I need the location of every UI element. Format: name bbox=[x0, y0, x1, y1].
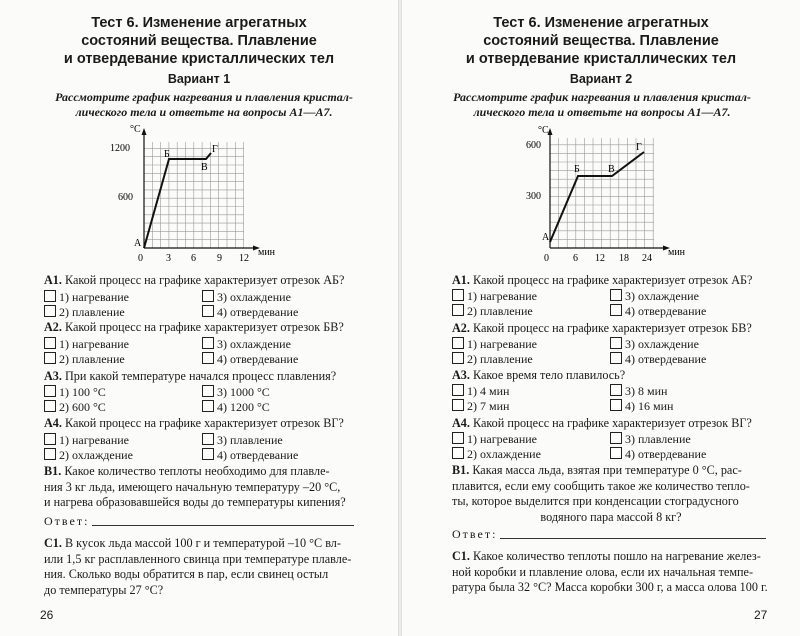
heating-graph bbox=[520, 124, 720, 264]
option[interactable]: 4) отвердевание bbox=[610, 304, 706, 318]
point-label: Г bbox=[636, 142, 642, 153]
x-tick: 3 bbox=[166, 253, 171, 264]
answer-label: Ответ: bbox=[44, 514, 90, 528]
point-label: Б bbox=[574, 164, 580, 175]
option[interactable]: 1) нагревание bbox=[452, 337, 537, 351]
checkbox[interactable] bbox=[44, 290, 56, 302]
question-a4: А4. Какой процесс на графике характеризует отрезок ВГ? bbox=[44, 416, 344, 430]
checkbox[interactable] bbox=[202, 385, 214, 397]
option[interactable]: 2) плавление bbox=[44, 305, 125, 319]
checkbox[interactable] bbox=[202, 305, 214, 317]
option[interactable]: 1) нагревание bbox=[452, 289, 537, 303]
question-a1: А1. Какой процесс на графике характеризует отрезок АБ? bbox=[452, 273, 753, 287]
checkbox[interactable] bbox=[610, 289, 622, 301]
heating-graph bbox=[110, 124, 310, 264]
y-unit: °C bbox=[130, 124, 141, 135]
checkbox[interactable] bbox=[610, 304, 622, 316]
checkbox[interactable] bbox=[610, 399, 622, 411]
option[interactable]: 1) нагревание bbox=[452, 432, 537, 446]
checkbox[interactable] bbox=[44, 337, 56, 349]
option[interactable]: 4) 1200 °С bbox=[202, 400, 270, 414]
option[interactable]: 3) 1000 °С bbox=[202, 385, 270, 399]
intro-text: Рассмотрите график нагревания и плавления кристал- лического тела и ответьте на вопросы А1—А7. bbox=[453, 90, 751, 119]
checkbox[interactable] bbox=[44, 400, 56, 412]
option[interactable]: 2) плавление bbox=[452, 304, 533, 318]
option[interactable]: 2) 600 °С bbox=[44, 400, 106, 414]
option[interactable]: 3) плавление bbox=[202, 433, 283, 447]
checkbox[interactable] bbox=[452, 384, 464, 396]
page-title: Тест 6. Изменение агрегатных состояний вещества. Плавление и отвердевание кристаллических тел bbox=[465, 15, 737, 67]
x-unit: мин bbox=[258, 247, 276, 258]
checkbox[interactable] bbox=[452, 447, 464, 459]
checkbox[interactable] bbox=[610, 432, 622, 444]
x-tick: 9 bbox=[217, 253, 222, 264]
option[interactable]: 4) отвердевание bbox=[202, 305, 298, 319]
option[interactable]: 3) 8 мин bbox=[610, 384, 667, 398]
y-tick: 300 bbox=[526, 191, 541, 202]
question-a4: А4. Какой процесс на графике характеризует отрезок ВГ? bbox=[452, 416, 752, 430]
page-title: Тест 6. Изменение агрегатных состояний вещества. Плавление и отвердевание кристаллических тел bbox=[63, 15, 335, 67]
page-number: 26 bbox=[40, 608, 54, 622]
point-label: В bbox=[201, 162, 208, 173]
question-a1: А1. Какой процесс на графике характеризует отрезок АБ? bbox=[44, 273, 345, 287]
option[interactable]: 1) 100 °С bbox=[44, 385, 106, 399]
checkbox[interactable] bbox=[44, 385, 56, 397]
question-a2: А2. Какой процесс на графике характеризует отрезок БВ? bbox=[452, 321, 752, 335]
x-tick: 24 bbox=[642, 253, 652, 264]
x-tick: 12 bbox=[239, 253, 249, 264]
checkbox[interactable] bbox=[610, 337, 622, 349]
checkbox[interactable] bbox=[610, 384, 622, 396]
point-label: А bbox=[542, 232, 550, 243]
option[interactable]: 3) охлаждение bbox=[202, 290, 291, 304]
question-a3: А3. При какой температуре начался процесс плавления? bbox=[44, 369, 337, 383]
y-unit: °C bbox=[538, 125, 549, 136]
point-label: А bbox=[134, 238, 142, 249]
option[interactable]: 2) 7 мин bbox=[452, 399, 509, 413]
option[interactable]: 3) плавление bbox=[610, 432, 691, 446]
option[interactable]: 4) отвердевание bbox=[202, 448, 298, 462]
option[interactable]: 4) 16 мин bbox=[610, 399, 673, 413]
task-c1: С1. В кусок льда массой 100 г и температурой –10 °С вл- или 1,5 кг расплавленного свинца при температуре плавле- ния. Сколько воды обратится в пар, если свинец остыл до температуры 27 °С? bbox=[44, 536, 352, 597]
variant-label: Вариант 2 bbox=[569, 72, 633, 86]
option[interactable]: 3) охлаждение bbox=[610, 289, 699, 303]
option[interactable]: 1) нагревание bbox=[44, 290, 129, 304]
task-c1: С1. Какое количество теплоты пошло на нагревание желез- ной коробки и плавление олова, если их начальная темпе- ратура была 32 °С? Масса коробки 300 г, а масса олова 100 г. bbox=[452, 549, 768, 594]
left-page bbox=[0, 0, 398, 636]
variant-label: Вариант 1 bbox=[167, 72, 231, 86]
option[interactable]: 1) нагревание bbox=[44, 337, 129, 351]
checkbox[interactable] bbox=[610, 352, 622, 364]
answer-label: Ответ: bbox=[452, 527, 498, 541]
option[interactable]: 2) охлаждение bbox=[452, 447, 541, 461]
option[interactable]: 2) плавление bbox=[44, 352, 125, 366]
checkbox[interactable] bbox=[44, 305, 56, 317]
checkbox[interactable] bbox=[202, 290, 214, 302]
checkbox[interactable] bbox=[452, 399, 464, 411]
checkbox[interactable] bbox=[202, 433, 214, 445]
x-unit: мин bbox=[668, 247, 686, 258]
checkbox[interactable] bbox=[44, 448, 56, 460]
point-label: Б bbox=[164, 149, 170, 160]
intro-text: Рассмотрите график нагревания и плавления кристал- лического тела и ответьте на вопросы А1—А7. bbox=[55, 90, 353, 119]
x-tick: 6 bbox=[191, 253, 196, 264]
option[interactable]: 3) охлаждение bbox=[202, 337, 291, 351]
checkbox[interactable] bbox=[44, 433, 56, 445]
task-b1: В1. Какое количество теплоты необходимо для плавле- ния 3 кг льда, имеющего начальную температуру –20 °С, и нагрева образовавшейся воды до температуры кипения? bbox=[44, 464, 346, 509]
checkbox[interactable] bbox=[202, 400, 214, 412]
y-tick: 600 bbox=[526, 140, 541, 151]
answer-field[interactable] bbox=[500, 537, 766, 539]
point-label: В bbox=[608, 164, 615, 175]
checkbox[interactable] bbox=[452, 432, 464, 444]
x-tick: 6 bbox=[573, 253, 578, 264]
answer-field[interactable] bbox=[92, 524, 354, 526]
checkbox[interactable] bbox=[202, 337, 214, 349]
option[interactable]: 4) отвердевание bbox=[610, 447, 706, 461]
task-b1: В1. Какая масса льда, взятая при температуре 0 °С, рас- плавится, если ему сообщить такое же количество тепло- ты, которое выделится при конденсации стоградусного водяного пара массой 8 кг? bbox=[452, 463, 750, 524]
checkbox[interactable] bbox=[452, 289, 464, 301]
checkbox[interactable] bbox=[202, 352, 214, 364]
checkbox[interactable] bbox=[44, 352, 56, 364]
checkbox[interactable] bbox=[202, 448, 214, 460]
x-tick: 18 bbox=[619, 253, 629, 264]
option[interactable]: 3) охлаждение bbox=[610, 337, 699, 351]
checkbox[interactable] bbox=[452, 352, 464, 364]
option[interactable]: 1) нагревание bbox=[44, 433, 129, 447]
checkbox[interactable] bbox=[452, 304, 464, 316]
y-tick: 600 bbox=[118, 192, 133, 203]
right-page bbox=[402, 0, 800, 636]
x-tick: 0 bbox=[138, 253, 143, 264]
option[interactable]: 2) плавление bbox=[452, 352, 533, 366]
option[interactable]: 1) 4 мин bbox=[452, 384, 509, 398]
y-tick: 1200 bbox=[110, 143, 130, 154]
checkbox[interactable] bbox=[452, 337, 464, 349]
graph-line bbox=[550, 152, 644, 242]
question-a2: А2. Какой процесс на графике характеризует отрезок БВ? bbox=[44, 320, 344, 334]
point-label: Г bbox=[212, 144, 218, 155]
x-tick: 0 bbox=[544, 253, 549, 264]
question-a3: А3. Какое время тело плавилось? bbox=[452, 368, 626, 382]
checkbox[interactable] bbox=[610, 447, 622, 459]
page-number: 27 bbox=[754, 608, 768, 622]
x-tick: 12 bbox=[595, 253, 605, 264]
option[interactable]: 4) отвердевание bbox=[610, 352, 706, 366]
option[interactable]: 2) охлаждение bbox=[44, 448, 133, 462]
option[interactable]: 4) отвердевание bbox=[202, 352, 298, 366]
